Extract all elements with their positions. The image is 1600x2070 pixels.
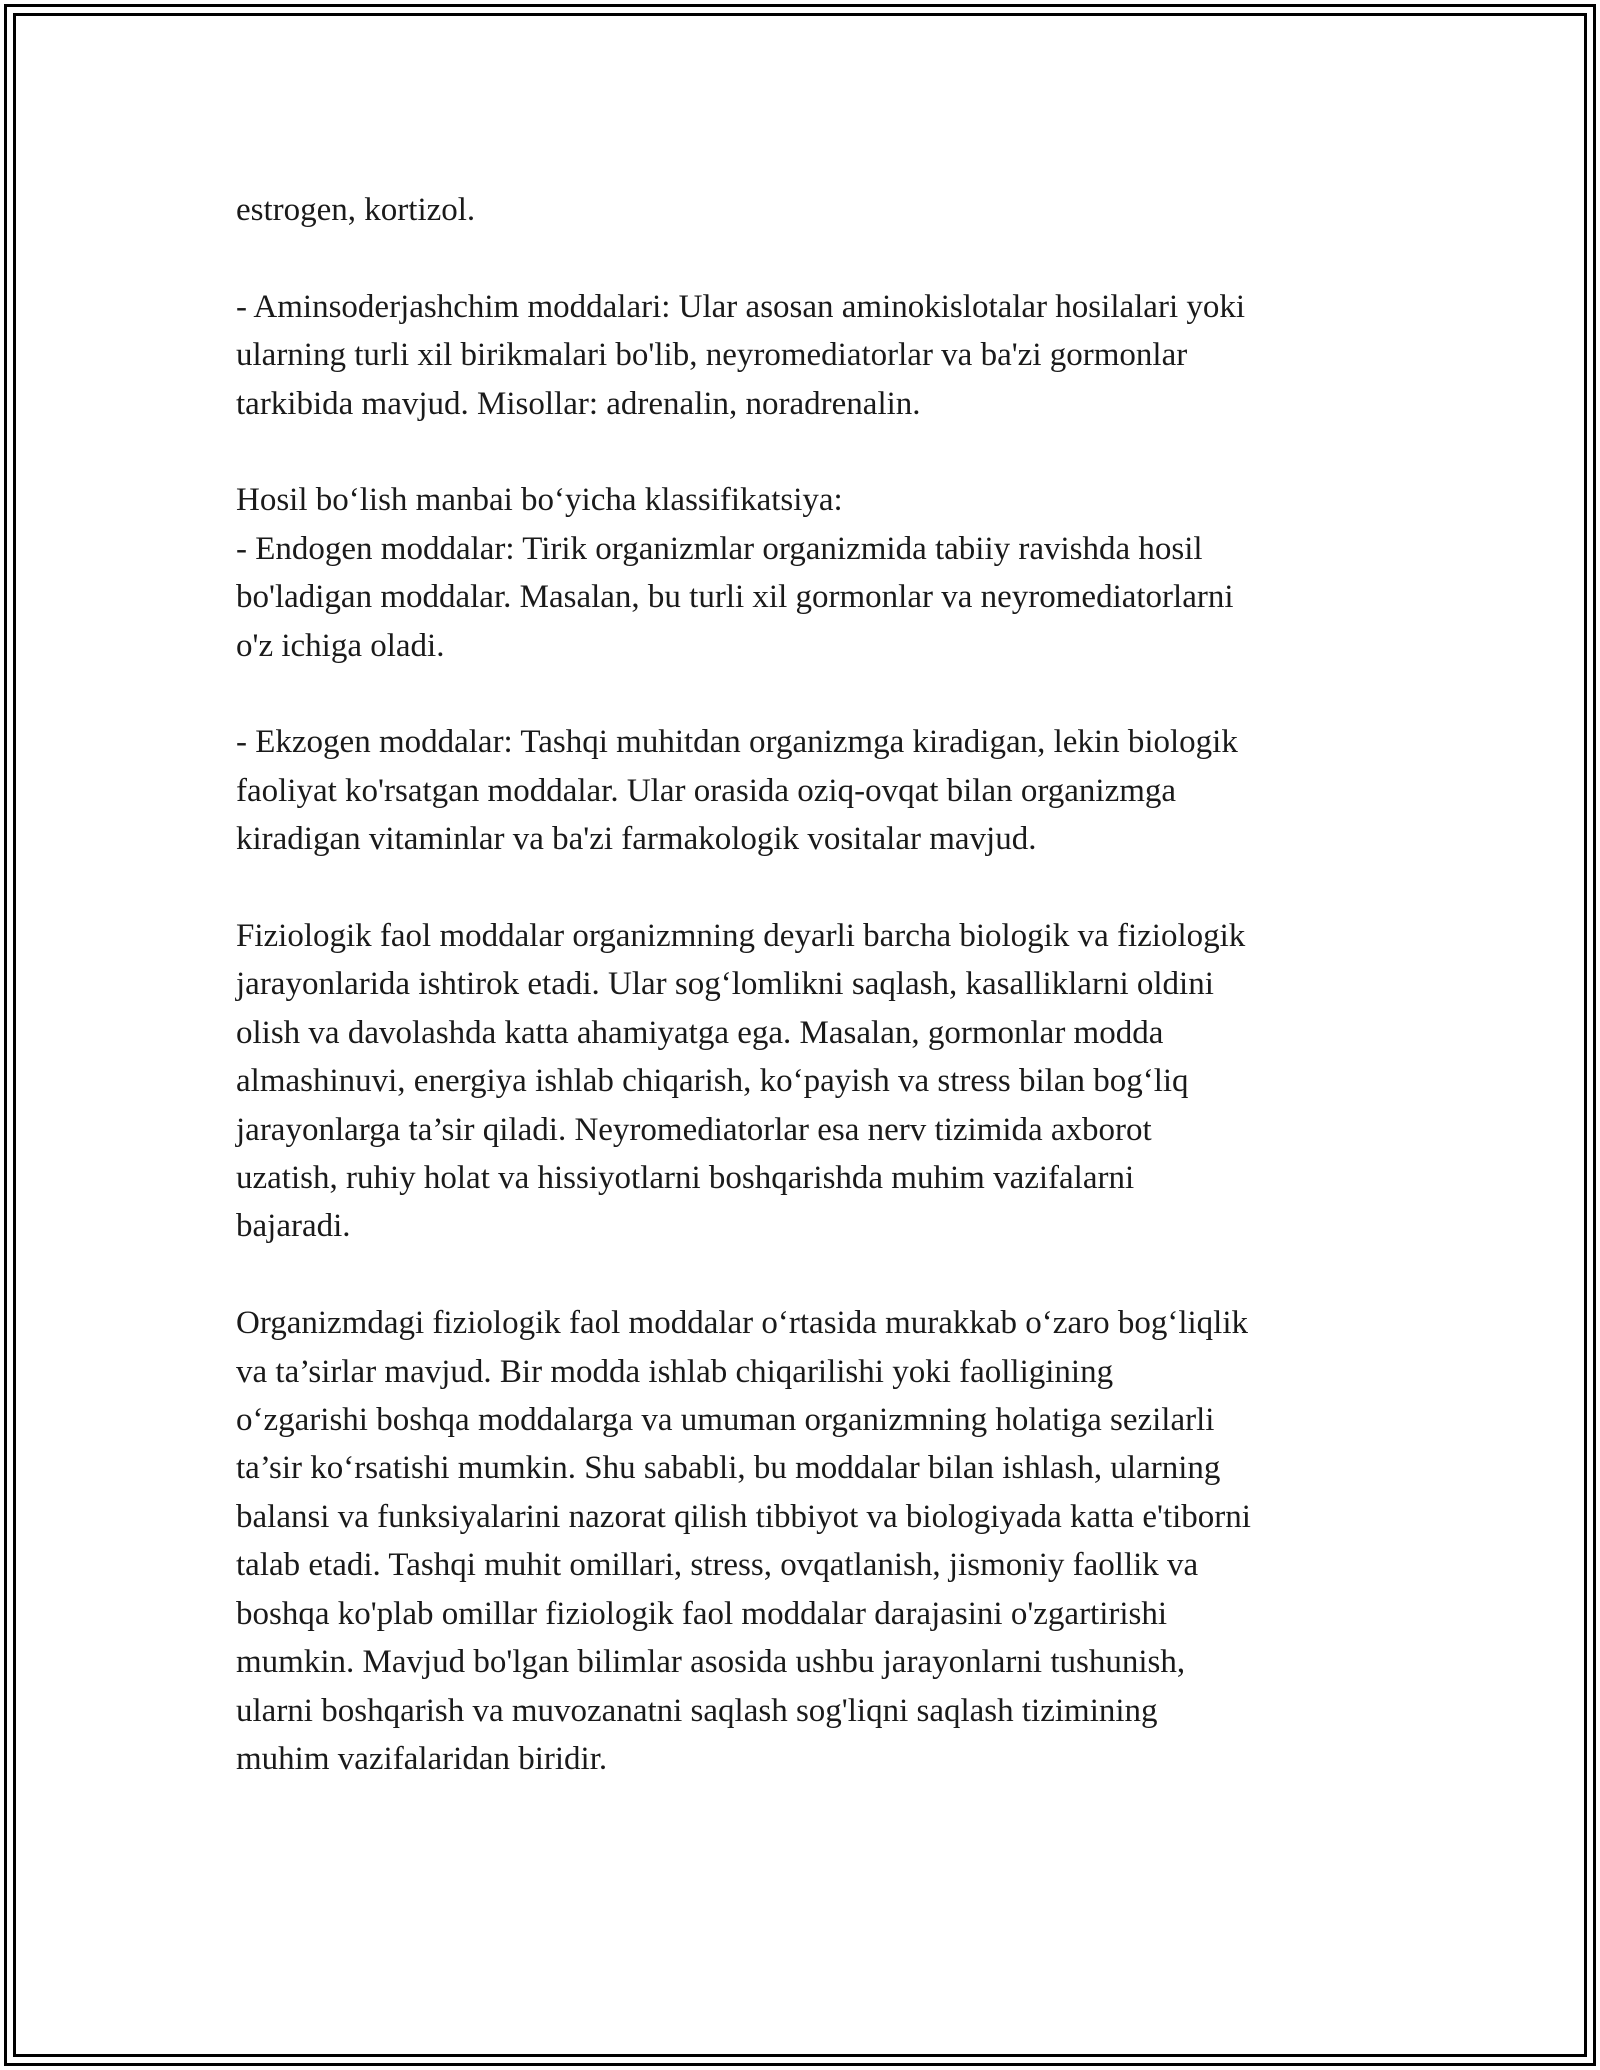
text-line: boshqa ko'plab omillar fiziologik faol moddalar darajasini o'zgartirishi <box>236 1595 1168 1632</box>
paragraph-6 <box>236 1299 1386 1783</box>
text-line: olish va davolashda katta ahamiyatga ega. Masalan, gormonlar modda <box>236 1014 1164 1051</box>
text-line: talab etadi. Tashqi muhit omillari, stress, ovqatlanish, jismoniy faollik va <box>236 1547 1199 1584</box>
text-line: almashinuvi, energiya ishlab chiqarish, ko‘payish va stress bilan bog‘liq <box>236 1063 1189 1100</box>
text-line: bajaradi. <box>236 1208 351 1245</box>
text-line: - Aminsoderjashchim moddalari: Ular asosan aminokislotalar hosilalari yoki <box>236 288 1246 325</box>
text-line: faoliyat ko'rsatgan moddalar. Ular orasida oziq-ovqat bilan organizmga <box>236 772 1177 809</box>
text-line: o‘zgarishi boshqa moddalarga va umuman organizmning holatiga sezilarli <box>236 1402 1215 1439</box>
paragraph-4 <box>236 718 1386 863</box>
text-line: uzatish, ruhiy holat va hissiyotlarni boshqarishda muhim vazifalarni <box>236 1160 1135 1197</box>
text-line: - Ekzogen moddalar: Tashqi muhitdan organizmga kiradigan, lekin biologik <box>236 724 1238 761</box>
text-line: Hosil bo‘lish manbai bo‘yicha klassifikatsiya: <box>236 482 843 519</box>
text-line: Organizmdagi fiziologik faol moddalar o‘rtasida murakkab o‘zaro bog‘liqlik <box>236 1305 1248 1342</box>
text-line: muhim vazifalaridan biridir. <box>236 1740 608 1777</box>
text-line: va ta’sirlar mavjud. Bir modda ishlab chiqarilishi yoki faolligining <box>236 1353 1114 1390</box>
paragraph-1 <box>236 186 1386 234</box>
text-line: - Endogen moddalar: Tirik organizmlar organizmida tabiiy ravishda hosil <box>236 530 1203 567</box>
paragraph-5 <box>236 912 1386 1251</box>
text-line: ularning turli xil birikmalari bo'lib, neyromediatorlar va ba'zi gormonlar <box>236 337 1188 374</box>
text-line: o'z ichiga oladi. <box>236 627 445 664</box>
text-line: balansi va funksiyalarini nazorat qilish tibbiyot va biologiyada katta e'tiborni <box>236 1498 1251 1535</box>
text-line: estrogen, kortizol. <box>236 192 476 228</box>
text-line: mumkin. Mavjud bo'lgan bilimlar asosida ushbu jarayonlarni tushunish, <box>236 1644 1186 1681</box>
text-line: tarkibida mavjud. Misollar: adrenalin, noradrenalin. <box>236 385 921 422</box>
text-line: ta’sir ko‘rsatishi mumkin. Shu sababli, bu moddalar bilan ishlash, ularning <box>236 1450 1221 1487</box>
text-line: kiradigan vitaminlar va ba'zi farmakologik vositalar mavjud. <box>236 821 1037 858</box>
text-line: ularni boshqarish va muvozanatni saqlash sog'liqni saqlash tizimining <box>236 1692 1158 1729</box>
text-line: bo'ladigan moddalar. Masalan, bu turli xil gormonlar va neyromediatorlarni <box>236 579 1234 616</box>
paragraph-3 <box>236 476 1386 670</box>
text-line: jarayonlarga ta’sir qiladi. Neyromediatorlar esa nerv tizimida axborot <box>236 1111 1152 1148</box>
text-line: Fiziologik faol moddalar organizmning deyarli barcha biologik va fiziologik <box>236 918 1246 955</box>
document-body <box>236 186 1386 1832</box>
text-line: jarayonlarida ishtirok etadi. Ular sog‘lomlikni saqlash, kasalliklarni oldini <box>236 966 1214 1003</box>
paragraph-2 <box>236 283 1386 428</box>
